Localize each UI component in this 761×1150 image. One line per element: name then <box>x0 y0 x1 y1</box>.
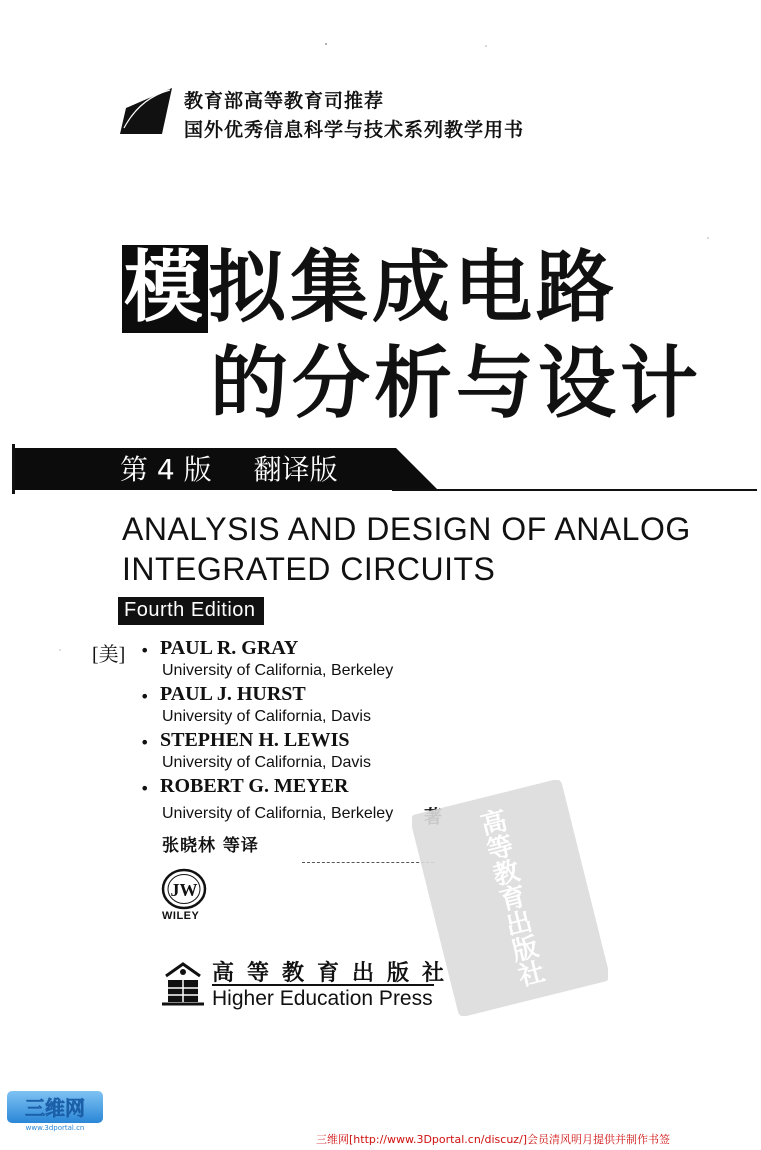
author-bullet: • <box>140 733 150 752</box>
author-bullet: • <box>140 779 150 798</box>
recommendation-line-2: 国外优秀信息科学与技术系列教学用书 <box>184 119 525 141</box>
corner-mark-icon <box>120 88 174 134</box>
author-name: PAUL R. GRAY <box>160 637 299 659</box>
publisher-divider <box>212 984 434 986</box>
wiley-logo-icon <box>160 868 208 910</box>
title-cn-line-2: 的分析与设计 <box>210 339 703 429</box>
title-en-line-2: INTEGRATED CIRCUITS <box>122 551 496 587</box>
author-affiliation: University of California, Davis <box>162 708 371 725</box>
edition-en-badge: Fourth Edition <box>118 597 264 625</box>
wiley-name: WILEY <box>162 910 200 922</box>
author-affiliation: University of California, Davis <box>162 754 371 771</box>
recommendation-line-1: 教育部高等教育司推荐 <box>184 90 385 112</box>
site-logo-icon <box>6 1090 104 1132</box>
translator: 张晓林 等译 <box>162 836 259 856</box>
author-affiliation: University of California, Berkeley <box>162 662 394 679</box>
title-first-char: 模 <box>124 243 207 333</box>
author-bullet: • <box>140 641 150 660</box>
publisher-name-cn: 高等教育出版社 <box>212 961 458 986</box>
publisher-name-en: Higher Education Press <box>212 987 433 1010</box>
stamp-text: 高等教育出版社 <box>473 806 547 990</box>
edition-label: 第 4 版 <box>120 453 212 486</box>
title-cn-line-1 <box>122 245 618 333</box>
site-logo-url: www.3dportal.cn <box>25 1124 85 1132</box>
author-name: ROBERT G. MEYER <box>160 775 349 797</box>
translation-label: 翻译版 <box>253 453 338 486</box>
author-affiliation: University of California, Berkeley <box>162 805 394 822</box>
site-logo-text: 三维网 <box>25 1096 85 1120</box>
title-en-line-1: ANALYSIS AND DESIGN OF ANALOG <box>122 511 691 547</box>
country-tag: [美] <box>92 644 126 666</box>
wiley-mark: JW <box>170 880 198 900</box>
title-cn-line-1-rest: 拟集成电路 <box>208 243 619 333</box>
edition-banner-text <box>120 448 338 488</box>
author-bullet: • <box>140 687 150 706</box>
footer-note: 三维网[http://www.3Dportal.cn/discuz/]会员清风明月提供并制作书签 <box>316 1133 671 1146</box>
publisher-logo-icon <box>158 958 208 1008</box>
author-name: STEPHEN H. LEWIS <box>160 729 350 751</box>
author-name: PAUL J. HURST <box>160 683 306 705</box>
